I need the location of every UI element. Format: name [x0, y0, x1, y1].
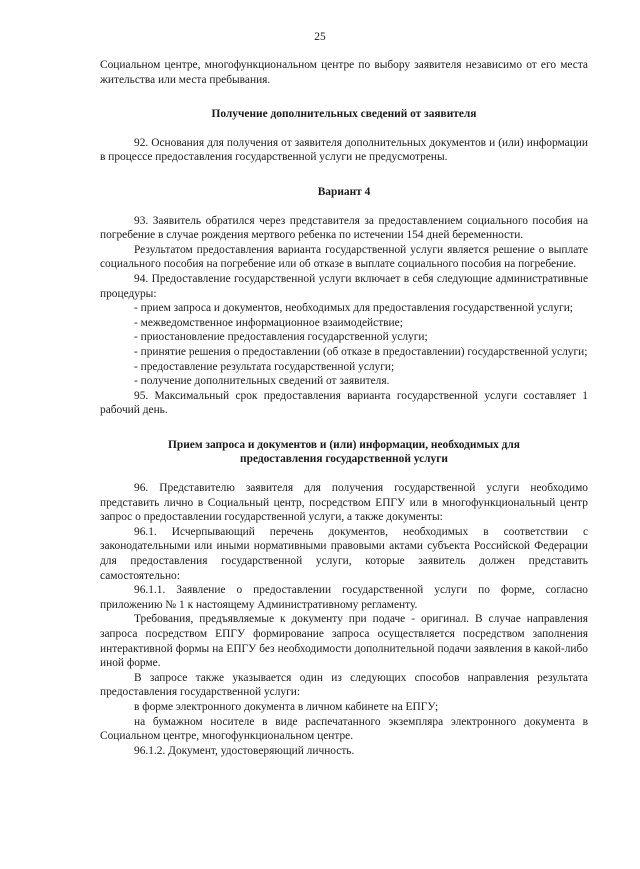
procedure-item: - прием запроса и документов, необходимых для предоставления государственной услуги; [134, 302, 573, 315]
document-body [100, 58, 588, 758]
paragraph-96-1: 96.1. Исчерпывающий перечень документов, необходимых в соответствии с законодательными или иными нормативными правовыми актами субъекта Российской Федерации для предоставления государственной услуги, которые заявитель должен представить самостоятельно: [100, 525, 588, 582]
heading-request-line-2: предоставления государственной услуги [240, 453, 448, 466]
paragraph-electronic-option: в форме электронного документа в личном кабинете на ЕПГУ; [134, 700, 439, 713]
heading-variant-4: Вариант 4 [317, 185, 371, 198]
procedure-item: - межведомственное информационное взаимодействие; [134, 316, 403, 329]
intro-paragraph: Социальном центре, многофункциональном центре по выбору заявителя независимо от его места жительства или места пребывания. [100, 59, 588, 86]
heading-request-line-1: Прием запроса и документов и (или) информации, необходимых для [168, 438, 520, 451]
procedure-item: - приостановление предоставления государственной услуги; [134, 331, 428, 344]
paragraph-92: 92. Основания для получения от заявителя дополнительных документов и (или) информации в процессе предоставления государственной услуги не предусмотрены. [100, 136, 588, 164]
paragraph-result-method: В запросе также указывается один из следующих способов направления результата предоставления государственной услуги: [100, 671, 588, 699]
paragraph-94: 94. Предоставление государственной услуги включает в себя следующие административные процедуры: [100, 272, 588, 300]
paragraph-96-1-1: 96.1.1. Заявление о предоставлении государственной услуги по форме, согласно приложению № 1 к настоящему Административному регламенту. [100, 584, 588, 611]
paragraph-96-1-2: 96.1.2. Документ, удостоверяющий личность. [134, 744, 355, 757]
procedure-item: - принятие решения о предоставлении (об отказе в предоставлении) государственной услуги; [134, 345, 588, 358]
paragraph-96: 96. Представителю заявителя для получения государственной услуги необходимо представить лично в Социальный центр, посредством ЕПГУ или в многофункциональный центр запрос о предоставлении государственной услуги, а также документы: [100, 482, 588, 524]
paragraph-93-result: Результатом предоставления варианта государственной услуги является решение о выплате социального пособия на погребение или об отказе в выплате социального пособия на погребение. [100, 243, 588, 271]
heading-additional-info: Получение дополнительных сведений от заявителя [211, 108, 477, 121]
procedure-item: - предоставление результата государственной услуги; [134, 360, 395, 373]
page-number: 25 [314, 31, 326, 43]
paragraph-95: 95. Максимальный срок предоставления варианта государственной услуги составляет 1 рабочий день. [100, 389, 588, 417]
paragraph-requirements: Требования, предъявляемые к документу при подаче - оригинал. В случае направления запроса посредством ЕПГУ формирование запроса осуществляется посредством заполнения интерактивной формы на ЕПГУ без необходимости дополнительной подачи заявления в какой-либо иной форме. [100, 613, 588, 670]
procedure-item: - получение дополнительных сведений от заявителя. [134, 375, 390, 388]
paragraph-paper-option: на бумажном носителе в виде распечатанного экземпляра электронного документа в Социальном центре, многофункциональном центре. [100, 715, 588, 743]
paragraph-93: 93. Заявитель обратился через представителя за предоставлением социального пособия на погребение в случае рождения мертвого ребенка по истечении 154 дней беременности. [100, 214, 588, 242]
